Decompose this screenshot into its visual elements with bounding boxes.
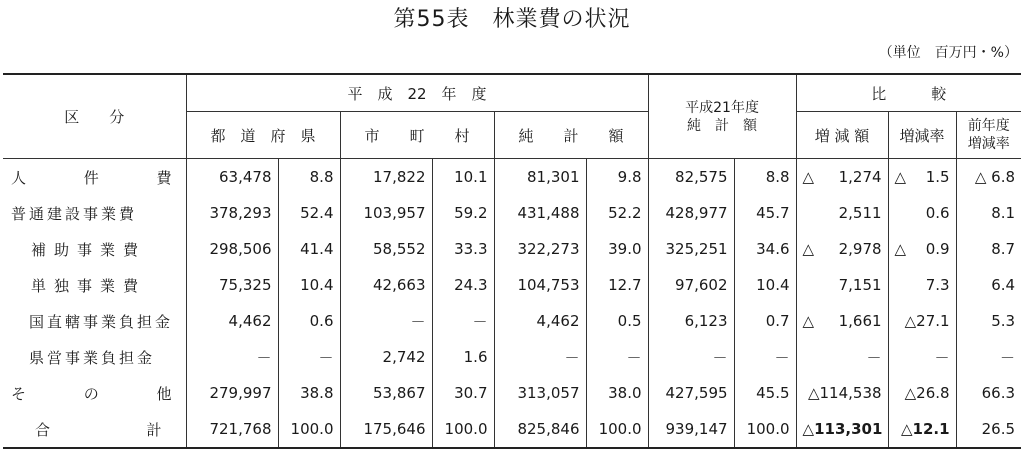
- cell-muni-amount: 2,742: [340, 339, 432, 375]
- row-label-text: 補助事業費: [31, 240, 147, 259]
- cell-rate-value: －: [934, 348, 950, 367]
- cell-pref-amount: 298,506: [186, 231, 278, 267]
- cell-muni-ratio: 10.1: [432, 159, 494, 196]
- cell-net-amount: 313,057: [494, 375, 586, 411]
- header-h21: [648, 74, 796, 159]
- cell-pref-ratio: 38.8: [278, 375, 340, 411]
- row-label-char: 合: [35, 420, 51, 439]
- row-label-text: 県営事業負担金: [29, 348, 156, 367]
- cell-muni-ratio: 30.7: [432, 375, 494, 411]
- cell-net-ratio: 52.2: [586, 195, 648, 231]
- table-row: [3, 267, 1021, 303]
- cell-prev-rate: 6.4: [956, 267, 1021, 303]
- cell-prev-ratio: 8.8: [734, 159, 796, 196]
- cell-net-amount: 825,846: [494, 411, 586, 448]
- cell-muni-amount: 175,646: [340, 411, 432, 448]
- cell-diff: [796, 159, 888, 196]
- header-kubun: 区 分: [3, 74, 186, 159]
- cell-muni-ratio: 59.2: [432, 195, 494, 231]
- row-label: [3, 339, 186, 375]
- row-label-spread: [3, 383, 186, 404]
- row-label-char: の: [83, 384, 99, 403]
- cell-rate: [888, 411, 956, 448]
- cell-muni-amount: 58,552: [340, 231, 432, 267]
- header-shichoson: 市 町 村: [340, 112, 494, 159]
- row-label: [3, 303, 186, 339]
- cell-prev-amount: 428,977: [648, 195, 734, 231]
- cell-rate-value: 0.9: [925, 240, 950, 258]
- cell-net-ratio: 9.8: [586, 159, 648, 196]
- cell-rate-value: △12.1: [901, 420, 950, 438]
- cell-rate: [888, 375, 956, 411]
- cell-prev-amount: 325,251: [648, 231, 734, 267]
- cell-rate: [888, 267, 956, 303]
- cell-net-ratio: 0.5: [586, 303, 648, 339]
- table-row: [3, 375, 1021, 411]
- cell-pref-amount: －: [186, 339, 278, 375]
- cell-prev-amount: 97,602: [648, 267, 734, 303]
- cell-net-ratio: 12.7: [586, 267, 648, 303]
- cell-prev-rate: 66.3: [956, 375, 1021, 411]
- header-hikaku: 比 較: [796, 74, 1021, 112]
- row-label: [3, 411, 186, 448]
- row-label-char: 件: [83, 168, 99, 187]
- cell-rate: [888, 195, 956, 231]
- cell-diff-mark: △: [802, 240, 815, 258]
- table-row: [3, 195, 1021, 231]
- cell-muni-amount: 53,867: [340, 375, 432, 411]
- cell-diff: [796, 375, 888, 411]
- cell-muni-ratio: 100.0: [432, 411, 494, 448]
- table-title: 第55表 林業費の状況: [393, 7, 631, 32]
- table-body: [3, 159, 1021, 449]
- cell-diff-value: 1,661: [838, 312, 882, 330]
- cell-net-amount: 322,273: [494, 231, 586, 267]
- cell-prev-rate: 8.7: [956, 231, 1021, 267]
- row-label-spread: [3, 419, 186, 440]
- row-label-spread: [3, 167, 186, 188]
- cell-diff-value: △113,301: [802, 420, 883, 438]
- cell-pref-amount: 378,293: [186, 195, 278, 231]
- cell-pref-ratio: 52.4: [278, 195, 340, 231]
- cell-net-amount: 4,462: [494, 303, 586, 339]
- cell-net-amount: 431,488: [494, 195, 586, 231]
- cell-prev-rate: －: [956, 339, 1021, 375]
- table-row: [3, 231, 1021, 267]
- cell-prev-ratio: 0.7: [734, 303, 796, 339]
- row-label-char: 計: [146, 420, 162, 439]
- row-label-text: 単独事業費: [31, 276, 147, 295]
- cell-diff: [796, 303, 888, 339]
- row-label-char: 他: [156, 384, 172, 403]
- table-row: [3, 159, 1021, 196]
- cell-pref-ratio: 8.8: [278, 159, 340, 196]
- cell-diff-value: 2,978: [838, 240, 882, 258]
- cell-pref-amount: 63,478: [186, 159, 278, 196]
- row-label: [3, 375, 186, 411]
- row-label: [3, 231, 186, 267]
- cell-diff: [796, 339, 888, 375]
- cell-rate-value: 1.5: [925, 168, 950, 186]
- cell-net-amount: 81,301: [494, 159, 586, 196]
- cell-muni-amount: 103,957: [340, 195, 432, 231]
- cell-rate-value: △26.8: [904, 384, 950, 402]
- cell-diff-value: 7,151: [838, 276, 882, 294]
- row-label-char: 費: [156, 168, 172, 187]
- row-label: [3, 159, 186, 196]
- table-row: [3, 339, 1021, 375]
- cell-muni-ratio: 33.3: [432, 231, 494, 267]
- cell-diff-value: －: [866, 348, 882, 367]
- cell-pref-ratio: 10.4: [278, 267, 340, 303]
- header-h22: 平 成 22 年 度: [186, 74, 648, 112]
- row-label: [3, 195, 186, 231]
- row-label-text: 普通建設事業費: [11, 204, 138, 223]
- cell-muni-amount: 42,663: [340, 267, 432, 303]
- cell-rate-value: △27.1: [904, 312, 950, 330]
- header-zougenritsu: 増減率: [888, 112, 956, 159]
- cell-pref-ratio: －: [278, 339, 340, 375]
- cell-prev-amount: 427,595: [648, 375, 734, 411]
- cell-rate-mark: △: [894, 168, 907, 186]
- cell-diff-value: △114,538: [807, 384, 882, 402]
- header-junkei: 純 計 額: [494, 112, 648, 159]
- header-todofuken: 都 道 府 県: [186, 112, 340, 159]
- cell-prev-amount: 939,147: [648, 411, 734, 448]
- cell-prev-rate: 8.1: [956, 195, 1021, 231]
- cell-pref-amount: 279,997: [186, 375, 278, 411]
- header-zennendo-line1: 前年度: [967, 118, 1010, 134]
- cell-prev-ratio: 45.7: [734, 195, 796, 231]
- cell-prev-amount: 82,575: [648, 159, 734, 196]
- cell-net-ratio: 39.0: [586, 231, 648, 267]
- unit-note: （単位 百万円・%）: [878, 45, 1018, 61]
- cell-diff-mark: △: [802, 168, 815, 186]
- header-h21-line2: 純 計 額: [687, 117, 758, 134]
- cell-pref-ratio: 0.6: [278, 303, 340, 339]
- cell-prev-ratio: －: [734, 339, 796, 375]
- table-row: [3, 303, 1021, 339]
- cell-diff: [796, 195, 888, 231]
- cell-net-ratio: －: [586, 339, 648, 375]
- header-h21-line1: 平成21年度: [685, 99, 759, 116]
- cell-muni-ratio: －: [432, 303, 494, 339]
- cell-diff-value: 1,274: [838, 168, 882, 186]
- cell-rate: [888, 231, 956, 267]
- forestry-expense-table: [3, 73, 1021, 449]
- header-zougengaku: 増 減 額: [796, 112, 888, 159]
- cell-prev-ratio: 34.6: [734, 231, 796, 267]
- cell-rate-value: 0.6: [925, 204, 950, 222]
- cell-rate-mark: △: [894, 240, 907, 258]
- cell-net-amount: 104,753: [494, 267, 586, 303]
- cell-diff: [796, 231, 888, 267]
- cell-rate: [888, 159, 956, 196]
- row-label-char: 人: [11, 168, 27, 187]
- cell-prev-rate: 26.5: [956, 411, 1021, 448]
- cell-diff: [796, 267, 888, 303]
- header-zennendo-line2: 増減率: [967, 136, 1010, 152]
- cell-net-ratio: 38.0: [586, 375, 648, 411]
- cell-prev-ratio: 10.4: [734, 267, 796, 303]
- cell-prev-rate: △ 6.8: [956, 159, 1021, 196]
- table-row: [3, 411, 1021, 448]
- cell-prev-amount: －: [648, 339, 734, 375]
- cell-pref-ratio: 100.0: [278, 411, 340, 448]
- cell-pref-amount: 4,462: [186, 303, 278, 339]
- cell-net-amount: －: [494, 339, 586, 375]
- cell-net-ratio: 100.0: [586, 411, 648, 448]
- cell-muni-amount: 17,822: [340, 159, 432, 196]
- row-label-char: そ: [11, 384, 27, 403]
- cell-muni-ratio: 24.3: [432, 267, 494, 303]
- header-zennendo: [956, 112, 1021, 159]
- row-label: [3, 267, 186, 303]
- cell-pref-ratio: 41.4: [278, 231, 340, 267]
- cell-rate-value: 7.3: [925, 276, 950, 294]
- cell-prev-ratio: 100.0: [734, 411, 796, 448]
- cell-diff-value: 2,511: [838, 204, 882, 222]
- cell-prev-amount: 6,123: [648, 303, 734, 339]
- cell-prev-rate: 5.3: [956, 303, 1021, 339]
- cell-pref-amount: 75,325: [186, 267, 278, 303]
- cell-muni-ratio: 1.6: [432, 339, 494, 375]
- cell-prev-ratio: 45.5: [734, 375, 796, 411]
- cell-rate: [888, 339, 956, 375]
- cell-diff-mark: △: [802, 312, 815, 330]
- cell-diff: [796, 411, 888, 448]
- cell-muni-amount: －: [340, 303, 432, 339]
- cell-pref-amount: 721,768: [186, 411, 278, 448]
- cell-rate: [888, 303, 956, 339]
- row-label-text: 国直轄事業負担金: [29, 312, 174, 331]
